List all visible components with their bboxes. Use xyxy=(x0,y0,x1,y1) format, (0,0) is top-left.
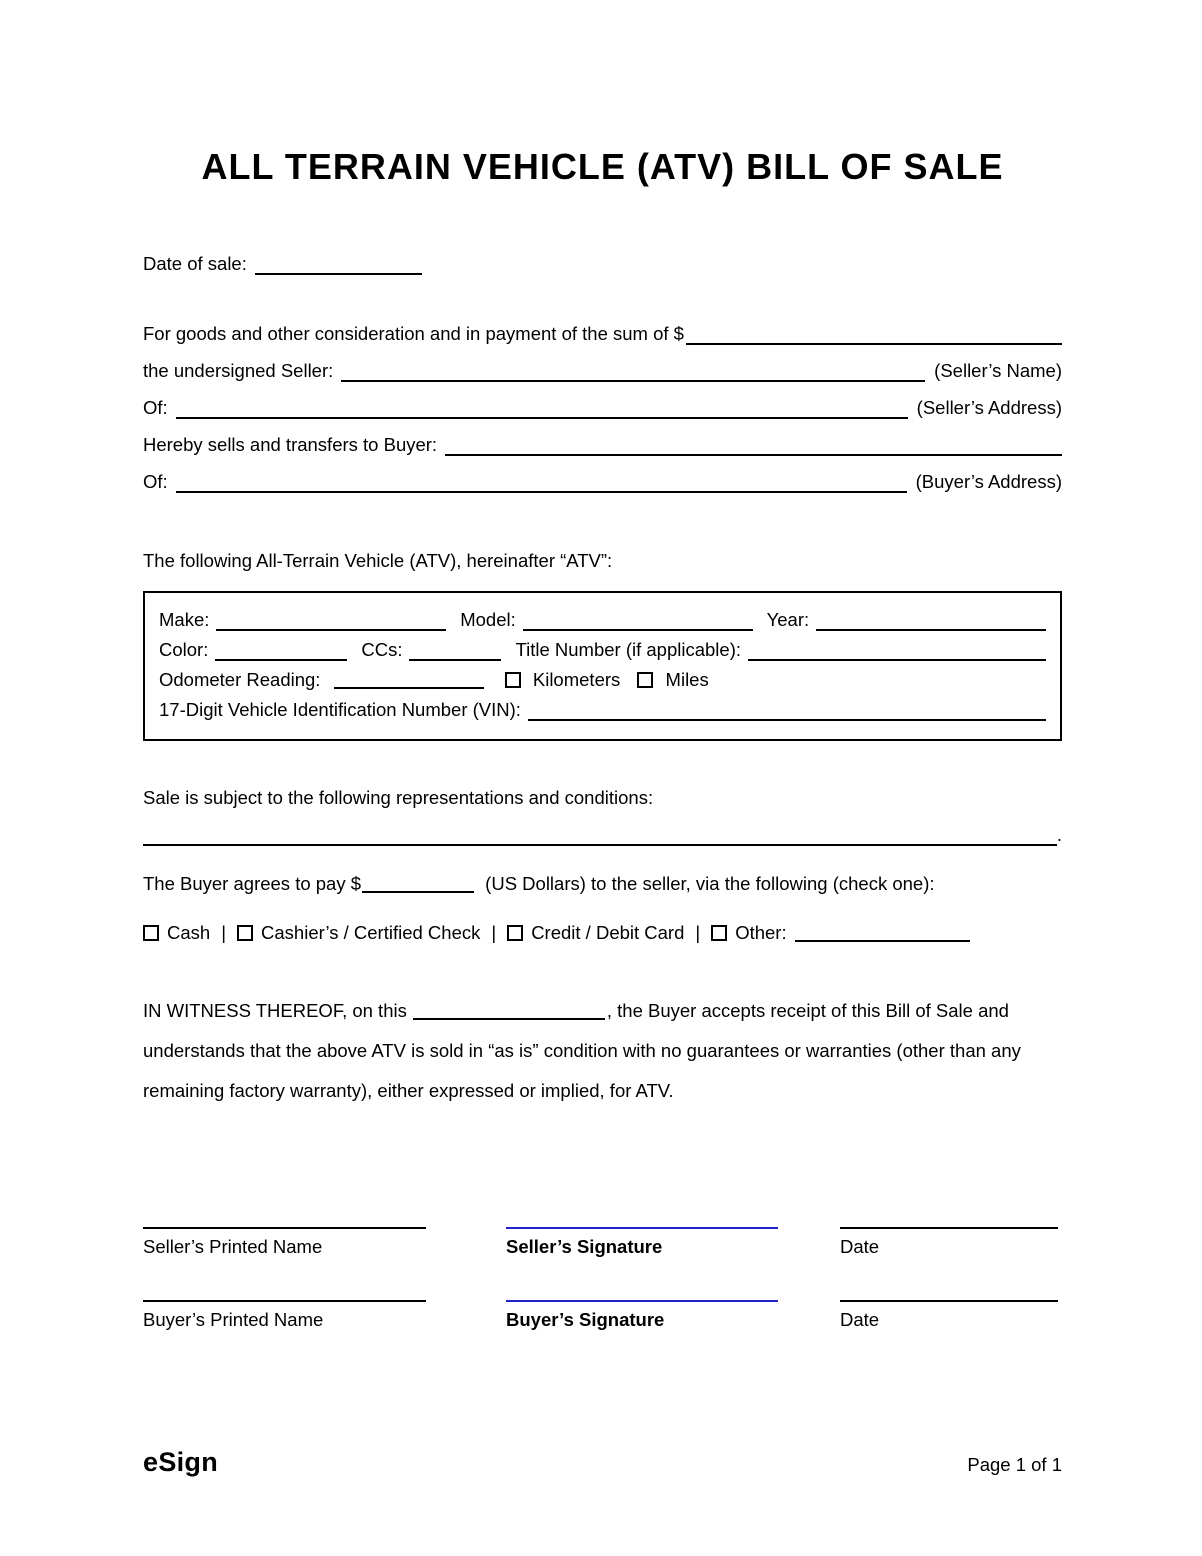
sum-prefix-label: For goods and other consideration and in payment of the sum of $ xyxy=(143,323,684,345)
buyer-name-row xyxy=(143,426,1062,463)
buyer-address-row xyxy=(143,463,1062,500)
seller-date-label: Date xyxy=(840,1236,880,1258)
cashiers-check-checkbox[interactable] xyxy=(237,925,253,941)
buyer-date-label: Date xyxy=(840,1309,880,1331)
conditions-heading-row xyxy=(143,779,1062,816)
miles-label: Miles xyxy=(665,669,709,691)
payment-suffix-label: (US Dollars) to the seller, via the following (check one): xyxy=(485,873,935,895)
seller-address-suffix: (Seller’s Address) xyxy=(916,397,1062,419)
seller-address-row xyxy=(143,389,1062,426)
sum-row xyxy=(143,315,1062,352)
odometer-row xyxy=(159,665,1046,695)
vehicle-info-box xyxy=(143,591,1062,741)
other-field[interactable] xyxy=(795,940,970,942)
buyer-printed-name-label: Buyer’s Printed Name xyxy=(143,1309,324,1331)
buyer-printed-name-cell xyxy=(143,1300,426,1331)
seller-name-label: the undersigned Seller: xyxy=(143,360,334,382)
seller-signature-label: Seller’s Signature xyxy=(506,1236,663,1258)
witness-paragraph xyxy=(143,991,1062,1111)
ccs-label: CCs: xyxy=(361,639,403,661)
seller-printed-name-label: Seller’s Printed Name xyxy=(143,1236,323,1258)
witness-date-field[interactable] xyxy=(413,1018,605,1020)
cashiers-check-option-label: Cashier’s / Certified Check xyxy=(261,922,481,944)
cash-option-label: Cash xyxy=(167,922,211,944)
odometer-label: Odometer Reading: xyxy=(159,669,321,691)
year-label: Year: xyxy=(766,609,810,631)
option-separator: | xyxy=(695,922,701,944)
seller-signature-cell xyxy=(506,1227,778,1258)
date-of-sale-row xyxy=(143,245,1062,282)
title-number-label: Title Number (if applicable): xyxy=(515,639,741,661)
seller-name-field[interactable] xyxy=(341,380,925,382)
odometer-field[interactable] xyxy=(334,687,484,689)
other-checkbox[interactable] xyxy=(711,925,727,941)
buyer-name-field[interactable] xyxy=(445,454,1062,456)
other-option-label: Other: xyxy=(735,922,787,944)
date-of-sale-field[interactable] xyxy=(255,273,422,275)
conditions-line-row xyxy=(143,816,1062,853)
conditions-field[interactable] xyxy=(143,844,1057,846)
witness-prefix-label: IN WITNESS THEREOF, on this xyxy=(143,1000,407,1022)
buyer-date-cell xyxy=(840,1300,1058,1331)
conditions-period: . xyxy=(1056,824,1062,846)
page-title: ALL TERRAIN VEHICLE (ATV) BILL OF SALE xyxy=(201,146,1004,187)
buyer-signature-label: Buyer’s Signature xyxy=(506,1309,665,1331)
intro-paragraph xyxy=(143,315,1062,500)
vehicle-section-heading xyxy=(143,542,1062,579)
payment-prefix-label: The Buyer agrees to pay $ xyxy=(143,873,362,895)
payment-amount-field[interactable] xyxy=(362,891,474,893)
buyer-signature-row xyxy=(143,1300,1062,1331)
vin-field[interactable] xyxy=(528,719,1046,721)
page-number: Page 1 of 1 xyxy=(967,1454,1062,1476)
make-label: Make: xyxy=(159,609,210,631)
seller-date-cell xyxy=(840,1227,1058,1258)
credit-debit-checkbox[interactable] xyxy=(507,925,523,941)
seller-address-field[interactable] xyxy=(176,417,908,419)
seller-signature-row xyxy=(143,1227,1062,1258)
buyer-signature-cell xyxy=(506,1300,778,1331)
kilometers-label: Kilometers xyxy=(532,669,621,691)
make-model-year-row xyxy=(159,605,1046,635)
sum-amount-field[interactable] xyxy=(686,343,1062,345)
color-ccs-title-row xyxy=(159,635,1046,665)
page-footer xyxy=(143,1447,1062,1478)
seller-address-label: Of: xyxy=(143,397,168,419)
ccs-field[interactable] xyxy=(409,659,501,661)
signature-block xyxy=(143,1227,1062,1331)
color-label: Color: xyxy=(159,639,209,661)
vin-row xyxy=(159,695,1046,725)
vin-label: 17-Digit Vehicle Identification Number (VIN): xyxy=(159,699,521,721)
witness-suffix-label: , the Buyer accepts receipt of this Bill of Sale and understands that the above ATV is sold in “as is” condition with no guarantees or warranties (other than any remaining factory warranty), either expressed or implied, for ATV. xyxy=(143,1000,1021,1102)
make-field[interactable] xyxy=(216,629,446,631)
title-number-field[interactable] xyxy=(748,659,1046,661)
option-separator: | xyxy=(491,922,497,944)
payment-sentence xyxy=(143,865,1062,902)
miles-checkbox[interactable] xyxy=(637,672,653,688)
conditions-heading: Sale is subject to the following representations and conditions: xyxy=(143,787,654,809)
seller-name-row xyxy=(143,352,1062,389)
color-field[interactable] xyxy=(215,659,347,661)
buyer-address-suffix: (Buyer’s Address) xyxy=(915,471,1062,493)
buyer-address-label: Of: xyxy=(143,471,168,493)
model-field[interactable] xyxy=(523,629,753,631)
payment-options-row xyxy=(143,917,1062,949)
esign-logo: eSign xyxy=(143,1447,219,1478)
buyer-name-label: Hereby sells and transfers to Buyer: xyxy=(143,434,438,456)
cash-checkbox[interactable] xyxy=(143,925,159,941)
option-separator: | xyxy=(221,922,227,944)
seller-name-suffix: (Seller’s Name) xyxy=(934,360,1062,382)
credit-debit-option-label: Credit / Debit Card xyxy=(531,922,685,944)
vehicle-heading-label: The following All-Terrain Vehicle (ATV), hereinafter “ATV”: xyxy=(143,550,613,572)
model-label: Model: xyxy=(460,609,516,631)
buyer-address-field[interactable] xyxy=(176,491,907,493)
seller-printed-name-cell xyxy=(143,1227,426,1258)
kilometers-checkbox[interactable] xyxy=(505,672,521,688)
year-field[interactable] xyxy=(816,629,1046,631)
date-of-sale-label: Date of sale: xyxy=(143,253,247,275)
